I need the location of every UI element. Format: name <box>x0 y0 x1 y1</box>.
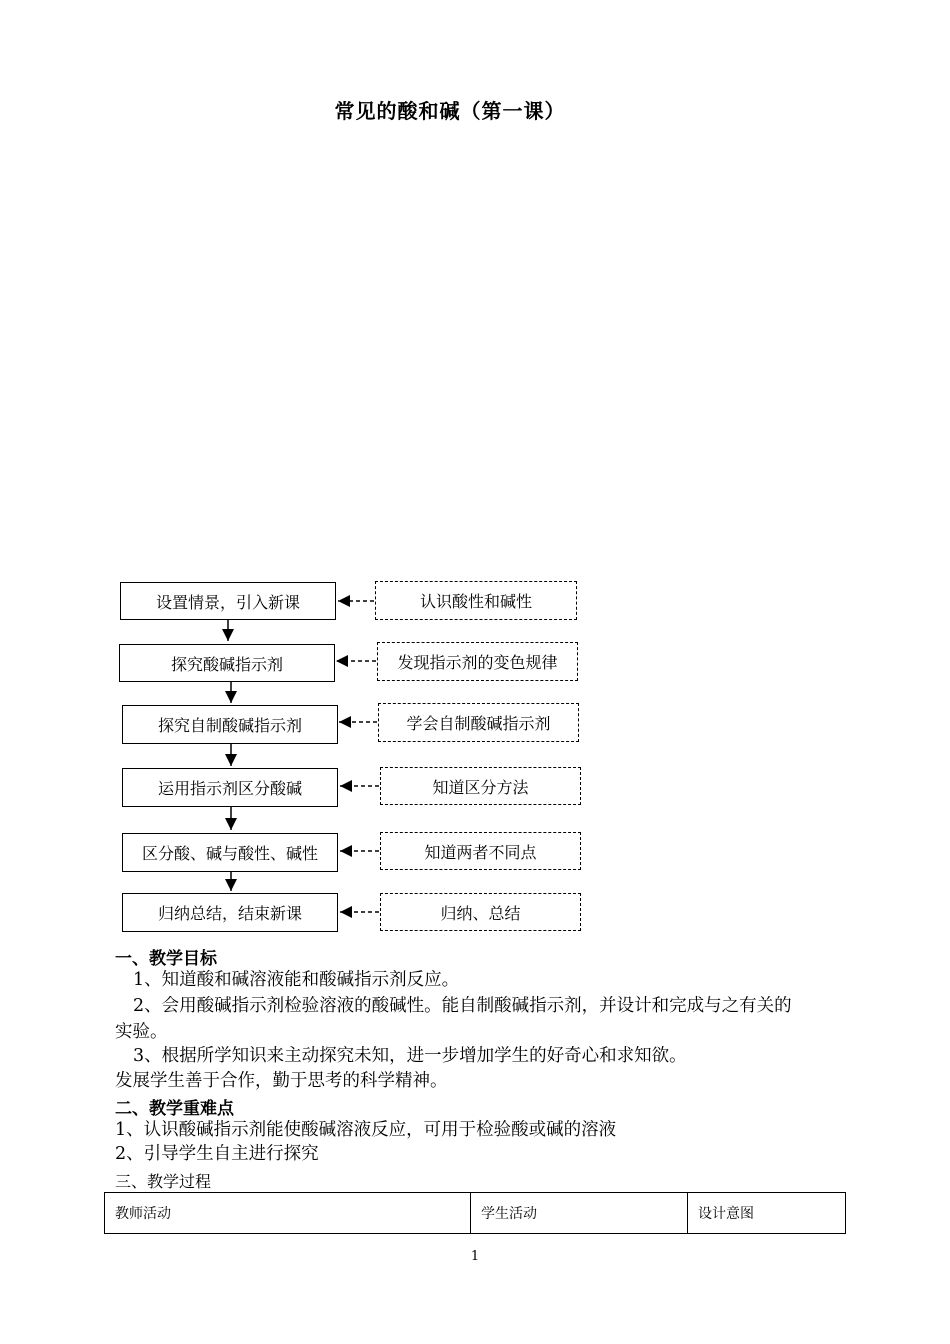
objective-item-3-cont: 发展学生善于合作，勤于思考的科学精神。 <box>115 1071 448 1091</box>
flow-step-1: 设置情景，引入新课 <box>120 582 336 620</box>
objective-item-1: 1、知道酸和碱溶液能和酸碱指示剂反应。 <box>133 970 460 990</box>
objective-item-2-cont: 实验。 <box>115 1022 168 1042</box>
flow-step-2: 探究酸碱指示剂 <box>119 644 335 682</box>
flow-step-3: 探究自制酸碱指示剂 <box>122 705 338 744</box>
section-heading-objectives: 一、教学目标 <box>115 949 217 969</box>
teaching-process-table <box>104 1192 846 1234</box>
table-header-student: 学生活动 <box>471 1193 688 1234</box>
document-title: 常见的酸和碱（第一课） <box>334 99 566 123</box>
flow-step-5: 区分酸、碱与酸性、碱性 <box>122 833 338 872</box>
table-header-teacher: 教师活动 <box>105 1193 471 1234</box>
table-header-intent: 设计意图 <box>688 1193 846 1234</box>
flow-note-1: 认识酸性和碱性 <box>375 581 577 620</box>
flow-note-2: 发现指示剂的变色规律 <box>377 642 578 681</box>
flow-step-6: 归纳总结，结束新课 <box>122 893 338 932</box>
table-header-row <box>105 1193 846 1234</box>
keypoint-item-1: 1、认识酸碱指示剂能使酸碱溶液反应，可用于检验酸或碱的溶液 <box>115 1120 617 1140</box>
objective-item-2: 2、会用酸碱指示剂检验溶液的酸碱性。能自制酸碱指示剂，并设计和完成与之有关的 <box>133 996 792 1016</box>
keypoint-item-2: 2、引导学生自主进行探究 <box>115 1144 319 1164</box>
flow-note-4: 知道区分方法 <box>380 767 581 805</box>
page-number: 1 <box>470 1249 480 1264</box>
section-heading-keypoints: 二、教学重难点 <box>115 1099 234 1119</box>
flow-note-3: 学会自制酸碱指示剂 <box>378 703 579 742</box>
flow-note-6: 归纳、总结 <box>380 893 581 931</box>
section-heading-process: 三、教学过程 <box>115 1172 212 1191</box>
objective-item-3: 3、根据所学知识来主动探究未知，进一步增加学生的好奇心和求知欲。 <box>133 1046 687 1066</box>
flow-step-4: 运用指示剂区分酸碱 <box>122 768 338 807</box>
flow-note-5: 知道两者不同点 <box>380 832 581 870</box>
